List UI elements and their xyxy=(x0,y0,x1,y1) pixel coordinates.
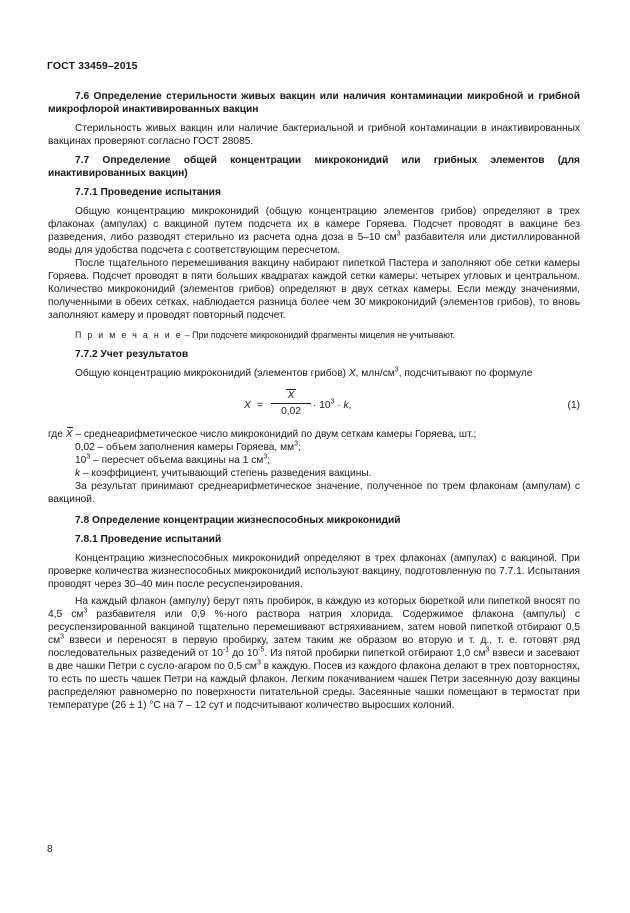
formula-denominator: 0,02 xyxy=(281,406,301,417)
superscript: 3 xyxy=(86,453,91,461)
text-run: , подсчитывают по формуле xyxy=(398,368,533,379)
text-run: · xyxy=(334,400,344,411)
superscript: 3 xyxy=(485,646,490,654)
text-run: в каждую. Посев из каждого флакона делают в трех повторностях, то есть по шесть чашек Петри на каждый флакон. Легким покачиванием чашек Петри засеянную дозу вакцины распределяют равномерно по поверхности питательной среды. Засеянные чашки помещают в термостат при температуре (26 ± 1) °С на 7 – 12 сут и подсчитывают количество выросших колоний. xyxy=(48,661,580,711)
note-label: П р и м е ч а н и е xyxy=(75,330,183,340)
variable-x-bar: X xyxy=(65,429,73,440)
document-body xyxy=(48,90,580,712)
note-text: – При подсчете микроконидий фрагменты мицелия не учитывают. xyxy=(182,330,456,340)
text-run: – пересчет объема вакцины на 1 см xyxy=(90,455,264,466)
section-7-8-1-paragraph-1: Концентрацию жизнеспособных микроконидий определяют в трех флаконах (ампулах) с вакциной. При проверке количества жизнеспособных микроконидий используют вакцину, подготовленную по 7.7.1. Испытания проводят через 30–40 мин после ресуспензирования. xyxy=(48,553,580,590)
formula-1 xyxy=(48,386,580,426)
text-run: Общую концентрацию микроконидий (элементов грибов) xyxy=(75,368,349,379)
definition-k xyxy=(48,467,580,480)
section-7-8-title: 7.8 Определение концентрации жизнеспособных микроконидий xyxy=(75,515,401,526)
text-run: На каждый флакон (ампулу) берут пять пробирок, в каждую из которых бюреткой или пипеткой вносят по 4,5 см xyxy=(48,596,580,620)
superscript: 3 xyxy=(60,633,65,641)
variable-x: X xyxy=(348,368,356,379)
page-number: 8 xyxy=(47,844,53,855)
superscript: 3 xyxy=(256,659,261,667)
overline xyxy=(286,389,296,390)
section-7-7-2-result: За результат принимают среднеарифметическое значение, полученное по трем флаконам (ампулам) с вакциной. xyxy=(48,481,580,505)
text-run: взвеси и переносят в первую пробирку, затем таким же образом во вторую и т. д., т. е. готовят ряд последовательных разведений от 10 xyxy=(48,635,580,659)
formula-number: (1) xyxy=(567,400,580,411)
section-7-7-1-title: 7.7.1 Проведение испытания xyxy=(75,187,221,198)
superscript: 3 xyxy=(294,440,298,448)
text-run: 0,02 – объем заполнения камеры Горяева, мм xyxy=(75,442,295,453)
numerator-text: X xyxy=(287,390,295,401)
text-run: 10 xyxy=(75,455,87,466)
text-run: Общую концентрацию микроконидий (общую концентрацию элементов грибов) определяют в трех флаконах (ампулах) с вакциной путем подсчета их в камере Горяева. Подсчет проводят в вакцине без разведения, либо разводят стерильно из расчета одна доза в 5–10 см xyxy=(48,206,580,243)
text-run: взвеси и засевают в две чашки Петри с сусло-агаром по 0,5 см xyxy=(48,648,580,672)
section-7-8-1-paragraph-2 xyxy=(48,595,580,712)
text-run: ; xyxy=(298,442,301,453)
text-run: – среднеарифметическое число микроконидий по двум сеткам камеры Горяева, шт.; xyxy=(72,429,477,440)
text-run: , млн/см xyxy=(355,368,395,379)
formula-multiplier xyxy=(313,399,351,412)
section-7-7-2-title: 7.7.2 Учет результатов xyxy=(75,349,189,360)
document-header: ГОСТ 33459–2015 xyxy=(47,60,138,72)
text-run: ; xyxy=(267,455,271,466)
formula-definitions xyxy=(48,428,580,480)
formula-k: k xyxy=(343,400,349,411)
superscript: 3 xyxy=(83,607,88,615)
definition-volume xyxy=(48,441,580,454)
superscript: 3 xyxy=(263,453,268,461)
text-run: до 10 xyxy=(229,648,259,659)
text-run: – коэффициент, учитывающий степень разведения вакцины. xyxy=(80,468,372,479)
superscript: -5 xyxy=(258,646,265,654)
superscript: 3 xyxy=(396,230,401,238)
formula-intro xyxy=(48,367,580,380)
definition-conversion xyxy=(48,454,580,467)
text-run: , xyxy=(348,400,352,411)
superscript: 3 xyxy=(330,398,335,406)
fraction-bar xyxy=(271,403,311,404)
note xyxy=(48,329,580,342)
section-7-7-1-paragraph-1 xyxy=(48,205,580,257)
section-7-6-title: 7.6 Определение стерильности живых вакцин или наличия контаминации микробной и грибной микрофлорой инактивированных вакцин xyxy=(48,91,580,115)
formula-lhs: X xyxy=(244,400,251,411)
variable-k: k xyxy=(75,468,81,479)
text-run: где xyxy=(48,429,66,440)
formula-equals: = xyxy=(257,400,263,411)
section-7-6-text: Стерильность живых вакцин или наличие бактериальной и грибной контаминации в инактивированных вакцинах проверяют согласно ГОСТ 28085. xyxy=(48,123,580,147)
text-run: · 10 xyxy=(313,400,331,411)
definition-x xyxy=(48,428,580,441)
text-run: разбавителя или дистиллированной воды для удобства подсчета с соответствующим пересчетом. xyxy=(48,232,580,256)
section-7-8-1-title: 7.8.1 Проведение испытаний xyxy=(75,534,222,545)
formula-fraction xyxy=(271,389,311,418)
section-7-7-title: 7.7 Определение общей концентрации микроконидий или грибных элементов (для инактивированных вакцин) xyxy=(48,155,580,179)
superscript: -1 xyxy=(222,646,230,654)
text-run: . Из пятой пробирки пипеткой отбирают 1,0 см xyxy=(264,648,486,659)
section-7-7-1-paragraph-2: После тщательного перемешивания вакцину набирают пипеткой Пастера и заполняют обе сетки камеры Горяева. Подсчет проводят в пяти больших квадратах каждой сетки камеры: четырех угловых и центральном. Количество микроконидий (элементов грибов) определяют в двух сетках камеры. Если между значениями, полученными в обеих сетках, наблюдается разница более чем 30 микроконидий (элементов грибов), то вновь заполняют камеру и проводят повторный подсчет. xyxy=(48,258,580,321)
text-run: разбавителя или 0,9 %-ного раствора натрия хлорида. Содержимое флакона (ампулы) с ресуспензированной вакциной тщательно перемешивают встряхиванием, затем новой пипеткой отбирают 0,5 см xyxy=(48,609,580,646)
formula-numerator xyxy=(271,389,311,402)
superscript: 3 xyxy=(394,366,399,374)
